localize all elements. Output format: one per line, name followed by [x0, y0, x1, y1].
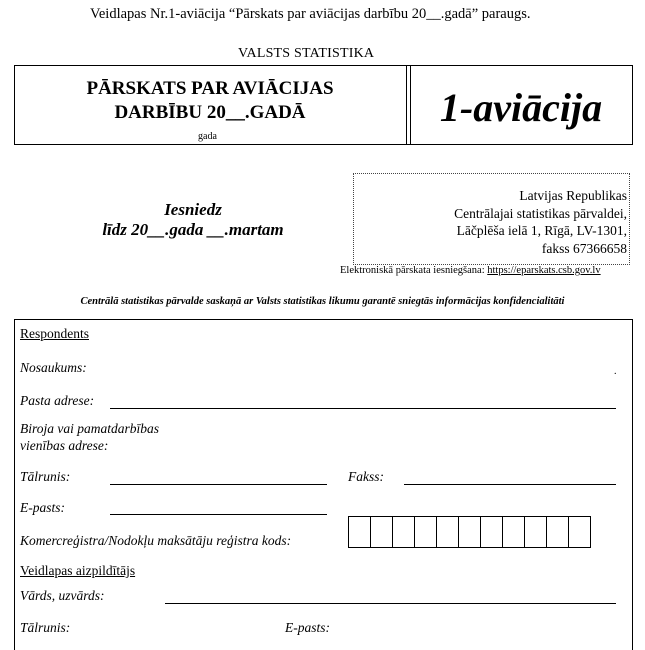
email-label: E-pasts:: [20, 500, 65, 515]
code-cell[interactable]: [436, 516, 459, 548]
registration-code-cells[interactable]: [348, 516, 591, 548]
name-dot: .: [614, 366, 617, 377]
form-code: 1-aviācija: [439, 85, 603, 130]
code-cell[interactable]: [546, 516, 569, 548]
registration-code-label: Komercreģistra/Nodokļu maksātāju reģistra kods:: [20, 533, 292, 548]
code-cell[interactable]: [568, 516, 591, 548]
form-sample-caption: Veidlapas Nr.1-aviācija “Pārskats par aviācijas darbību 20__.gadā” paraugs.: [90, 6, 531, 22]
postal-address-field[interactable]: [110, 408, 616, 409]
title-divider: [406, 66, 407, 144]
name-label: Nosaukums:: [20, 360, 87, 375]
filler-email-label: E-pasts:: [285, 620, 330, 635]
report-title-line1: PĀRSKATS PAR AVIĀCIJAS: [86, 78, 334, 99]
phone-field[interactable]: [110, 484, 327, 485]
postal-address-label: Pasta adrese:: [20, 393, 95, 408]
code-cell[interactable]: [458, 516, 481, 548]
confidentiality-note: Centrālā statistikas pārvalde saskaņā ar Valsts statistikas likumu garantē sniegtās informācijas konfidencialitāti: [80, 296, 565, 307]
recipient-line1: Latvijas Republikas: [519, 188, 627, 203]
year-sublabel: gada: [198, 131, 217, 142]
title-divider-2: [410, 66, 411, 144]
submission-date: līdz 20__.gada __.martam: [102, 220, 284, 239]
recipient-line2: Centrālajai statistikas pārvaldei,: [454, 205, 627, 221]
phone-label: Tālrunis:: [20, 469, 71, 484]
code-cell[interactable]: [370, 516, 393, 548]
recipient-line4: fakss 67366658: [541, 240, 627, 256]
electronic-label: Elektroniskā pārskata iesniegšana:: [340, 265, 485, 276]
code-cell[interactable]: [524, 516, 547, 548]
recipient-address: [360, 187, 627, 257]
filler-name-label: Vārds, uzvārds:: [20, 588, 105, 603]
code-cell[interactable]: [480, 516, 503, 548]
code-cell[interactable]: [414, 516, 437, 548]
electronic-link[interactable]: https://eparskats.csb.gov.lv: [487, 265, 601, 276]
filler-section-title: Veidlapas aizpildītājs: [20, 563, 136, 578]
office-address-label: [20, 420, 159, 454]
office-address-label-line1: Biroja vai pamatdarbības: [20, 421, 160, 436]
office-address-label-line2: vienības adrese:: [20, 438, 109, 453]
report-title: [40, 77, 380, 125]
fax-field[interactable]: [404, 484, 616, 485]
code-cell[interactable]: [348, 516, 371, 548]
report-title-line2: DARBĪBU 20__.GADĀ: [114, 102, 306, 123]
code-cell[interactable]: [502, 516, 525, 548]
category-label: VALSTS STATISTIKA: [238, 46, 375, 61]
recipient-line3: Lāčplēša ielā 1, Rīgā, LV-1301,: [456, 223, 627, 238]
email-field[interactable]: [110, 514, 327, 515]
code-cell[interactable]: [392, 516, 415, 548]
filler-phone-label: Tālrunis:: [20, 620, 71, 635]
submission-label: Iesniedz: [164, 200, 222, 219]
filler-name-field[interactable]: [165, 603, 616, 604]
submission-deadline: [98, 200, 288, 240]
respondent-section-title: Respondents: [20, 326, 89, 341]
fax-label: Fakss:: [348, 469, 384, 484]
electronic-submission: [340, 265, 601, 276]
